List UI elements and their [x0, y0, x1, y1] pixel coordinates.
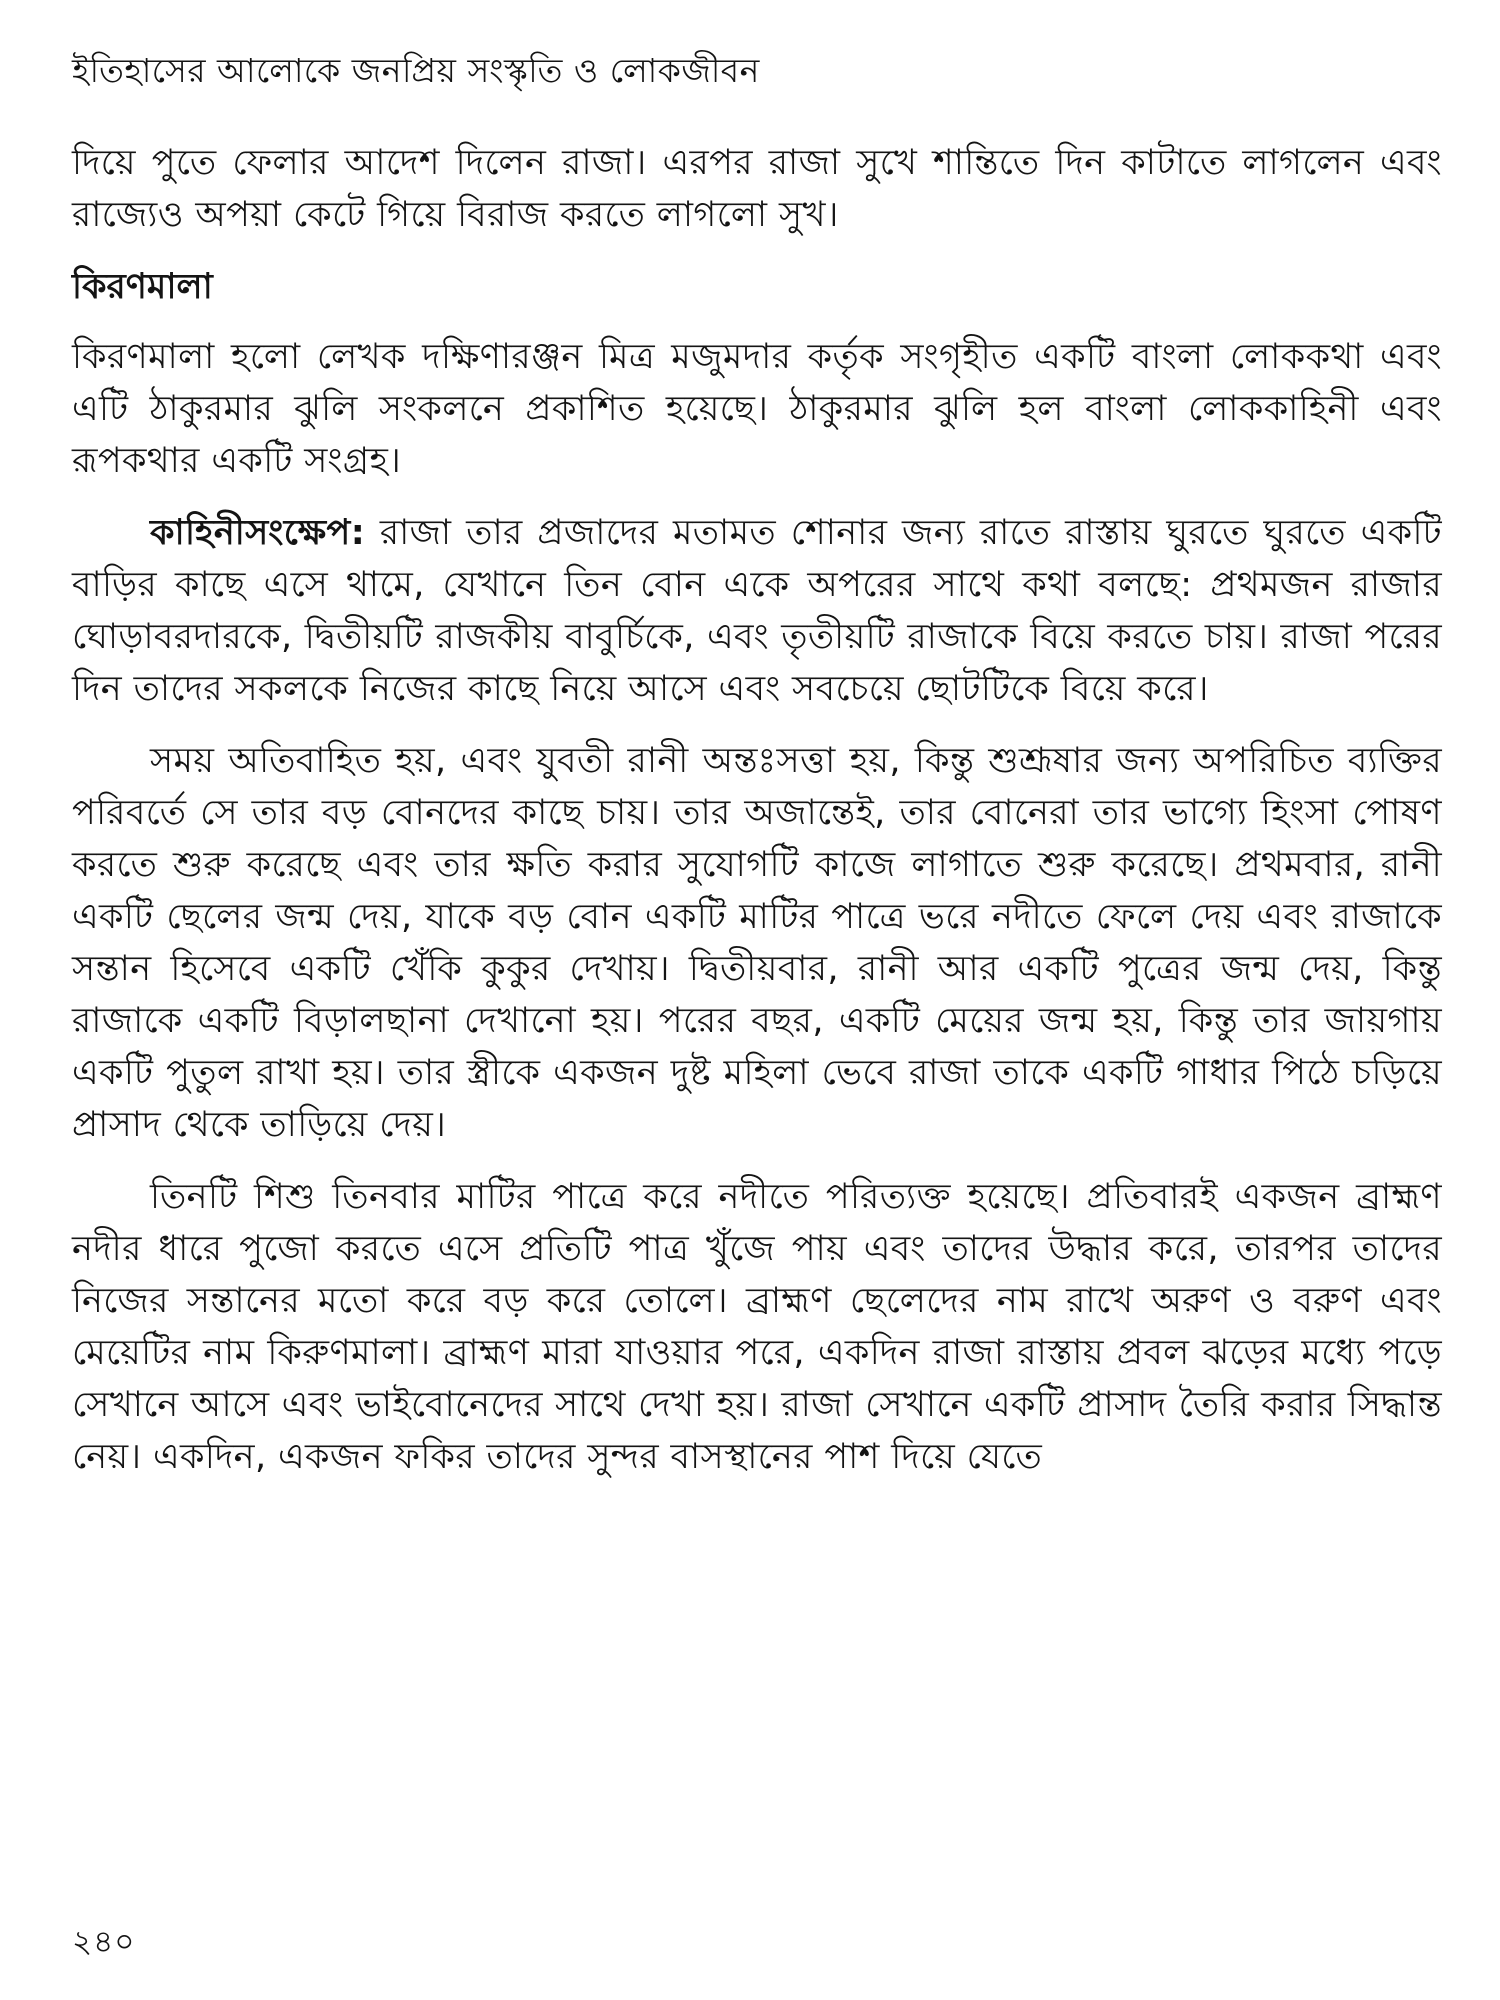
page-number: ২৪০	[72, 1924, 136, 1960]
synopsis-label: কাহিনীসংক্ষেপ:	[150, 512, 366, 553]
paragraph-continuation: দিয়ে পুতে ফেলার আদেশ দিলেন রাজা। এরপর রাজা সুখে শান্তিতে দিন কাটাতে লাগলেন এবং রাজ্যেও অপয়া কেটে গিয়ে বিরাজ করতে লাগলো সুখ।	[72, 142, 1442, 235]
running-head: ইতিহাসের আলোকে জনপ্রিয় সংস্কৃতি ও লোকজীবন	[72, 51, 760, 90]
paragraph-intro: কিরণমালা হলো লেখক দক্ষিণারঞ্জন মিত্র মজুমদার কর্তৃক সংগৃহীত একটি বাংলা লোককথা এবং এটি ঠাকুরমার ঝুলি সংকলনে প্রকাশিত হয়েছে। ঠাকুরমার ঝুলি হল বাংলা লোককাহিনী এবং রূপকথার একটি সংগ্রহ।	[72, 336, 1442, 481]
paragraph-synopsis	[72, 507, 1442, 715]
synopsis-text: রাজা তার প্রজাদের মতামত শোনার জন্য রাতে রাস্তায় ঘুরতে ঘুরতে একটি বাড়ির কাছে এসে থামে, যেখানে তিন বোন একে অপরের সাথে কথা বলছে: প্রথমজন রাজার ঘোড়াবরদারকে, দ্বিতীয়টি রাজকীয় বাবুর্চিকে, এবং তৃতীয়টি রাজাকে বিয়ে করতে চায়। রাজা পরের দিন তাদের সকলকে নিজের কাছে নিয়ে আসে এবং সবচেয়ে ছোটটিকে বিয়ে করে।	[72, 512, 1442, 709]
paragraph-story-1: সময় অতিবাহিত হয়, এবং যুবতী রানী অন্তঃসত্তা হয়, কিন্তু শুশ্রূষার জন্য অপরিচিত ব্যক্তির পরিবর্তে সে তার বড় বোনদের কাছে চায়। তার অজান্তেই, তার বোনেরা তার ভাগ্যে হিংসা পোষণ করতে শুরু করেছে এবং তার ক্ষতি করার সুযোগটি কাজে লাগাতে শুরু করেছে। প্রথমবার, রানী একটি ছেলের জন্ম দেয়, যাকে বড় বোন একটি মাটির পাত্রে ভরে নদীতে ফেলে দেয় এবং রাজাকে সন্তান হিসেবে একটি খেঁকি কুকুর দেখায়। দ্বিতীয়বার, রানী আর একটি পুত্রের জন্ম দেয়, কিন্তু রাজাকে একটি বিড়ালছানা দেখানো হয়। পরের বছর, একটি মেয়ের জন্ম হয়, কিন্তু তার জায়গায় একটি পুতুল রাখা হয়। তার স্ত্রীকে একজন দুষ্ট মহিলা ভেবে রাজা তাকে একটি গাধার পিঠে চড়িয়ে প্রাসাদ থেকে তাড়িয়ে দেয়।	[72, 740, 1442, 1145]
paragraph-story-2: তিনটি শিশু তিনবার মাটির পাত্রে করে নদীতে পরিত্যক্ত হয়েছে। প্রতিবারই একজন ব্রাহ্মণ নদীর ধারে পুজো করতে এসে প্রতিটি পাত্র খুঁজে পায় এবং তাদের উদ্ধার করে, তারপর তাদের নিজের সন্তানের মতো করে বড় করে তোলে। ব্রাহ্মণ ছেলেদের নাম রাখে অরুণ ও বরুণ এবং মেয়েটির নাম কিরুণমালা। ব্রাহ্মণ মারা যাওয়ার পরে, একদিন রাজা রাস্তায় প্রবল ঝড়ের মধ্যে পড়ে সেখানে আসে এবং ভাইবোনেদের সাথে দেখা হয়। রাজা সেখানে একটি প্রাসাদ তৈরি করার সিদ্ধান্ত নেয়। একদিন, একজন ফকির তাদের সুন্দর বাসস্থানের পাশ দিয়ে যেতে	[72, 1176, 1442, 1477]
section-heading: কিরণমালা	[72, 266, 213, 307]
document-page	[72, 50, 1442, 1503]
